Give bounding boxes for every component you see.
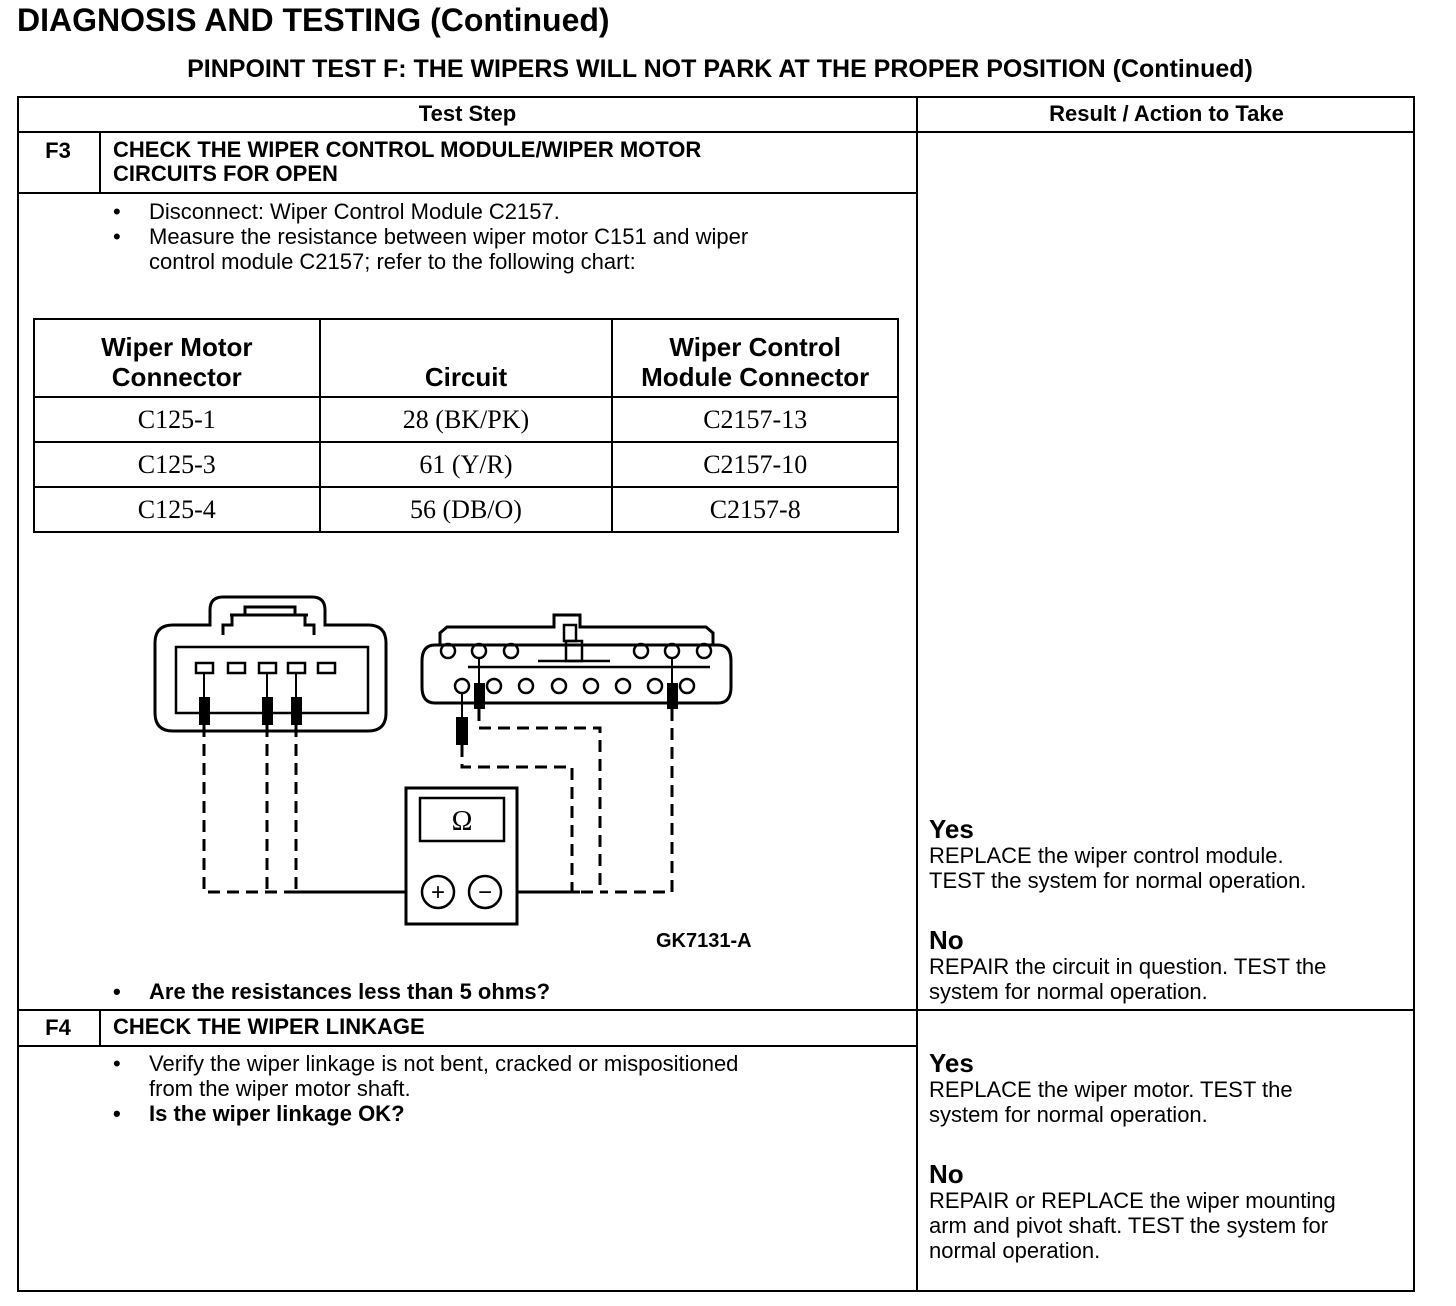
table-cell: 56 (DB/O) [320,487,613,532]
page-title: DIAGNOSIS AND TESTING (Continued) [17,2,610,38]
header-divider [17,131,1415,133]
page-subtitle: PINPOINT TEST F: THE WIPERS WILL NOT PARK AT THE PROPER POSITION (Continued) [187,55,1253,83]
f3-result-yes: Yes REPLACE the wiper control module. TEST the system for normal operation. [929,815,1409,893]
step-title-f4: CHECK THE WIPER LINKAGE [113,1014,425,1039]
f3-result-no: No REPAIR the circuit in question. TEST the system for normal operation. [929,926,1409,1004]
step-divider [17,1009,1415,1011]
table-cell: C125-4 [34,487,320,532]
table-cell: 28 (BK/PK) [320,397,613,442]
table-cell: C2157-10 [612,442,898,487]
wiper-control-module-connector-icon [422,615,731,703]
table-cell: C2157-13 [612,397,898,442]
f3-question [113,979,903,1004]
bullet-icon: • [113,199,121,224]
table-cell: C2157-8 [612,487,898,532]
wiring-diagram [140,585,740,930]
column-divider [916,96,918,1292]
step-title-f3: CHECK THE WIPER CONTROL MODULE/WIPER MOTOR CIRCUITS FOR OPEN [113,137,702,186]
bullet-icon: • [113,224,121,249]
chart-header-wiper-motor: Wiper Motor Connector [34,319,320,397]
f4-result-no: No REPAIR or REPLACE the wiper mounting arm and pivot shaft. TEST the system for normal operation. [929,1160,1409,1263]
list-item: • Verify the wiper linkage is not bent, cracked or mispositioned from the wiper motor shaft. [113,1051,739,1101]
minus-terminal-label: − [477,879,493,906]
column-header-result: Result / Action to Take [1049,101,1284,126]
step-number-f3: F3 [45,138,71,163]
ohm-symbol: Ω [451,806,473,837]
plus-terminal-label: + [430,879,446,906]
table-row [34,442,898,487]
step-number-f4: F4 [45,1015,71,1040]
list-item: • Measure the resistance between wiper motor C151 and wiper control module C2157; refer to the following chart: [113,224,749,274]
connector-chart [33,318,899,533]
bullet-icon: • [113,979,121,1004]
table-row [34,487,898,532]
result-yes-label: Yes [929,1048,974,1078]
bullet-icon: • [113,1101,121,1126]
result-no-label: No [929,1159,964,1189]
ohmmeter-icon [406,788,517,924]
table-row [34,397,898,442]
f3-title-divider [17,192,917,194]
f3-instructions [113,199,903,274]
bullet-icon: • [113,1051,121,1076]
table-cell: 61 (Y/R) [320,442,613,487]
table-cell: C125-1 [34,397,320,442]
f4-number-divider [99,1009,101,1047]
chart-header-circuit: Circuit [320,319,613,397]
column-header-test-step: Test Step [418,101,517,126]
figure-id: GK7131-A [656,930,752,952]
result-yes-label: Yes [929,814,974,844]
probe-tips [199,683,678,745]
f3-number-divider [99,131,101,194]
chart-header-module: Wiper Control Module Connector [612,319,898,397]
list-item: • Are the resistances less than 5 ohms? [113,979,551,1004]
f4-instructions [113,1051,903,1126]
table-cell: C125-3 [34,442,320,487]
f4-result-yes: Yes REPLACE the wiper motor. TEST the system for normal operation. [929,1049,1409,1127]
result-no-label: No [929,925,964,955]
list-item: • Is the wiper linkage OK? [113,1101,405,1126]
f4-title-divider [17,1045,917,1047]
list-item: • Disconnect: Wiper Control Module C2157. [113,199,560,224]
